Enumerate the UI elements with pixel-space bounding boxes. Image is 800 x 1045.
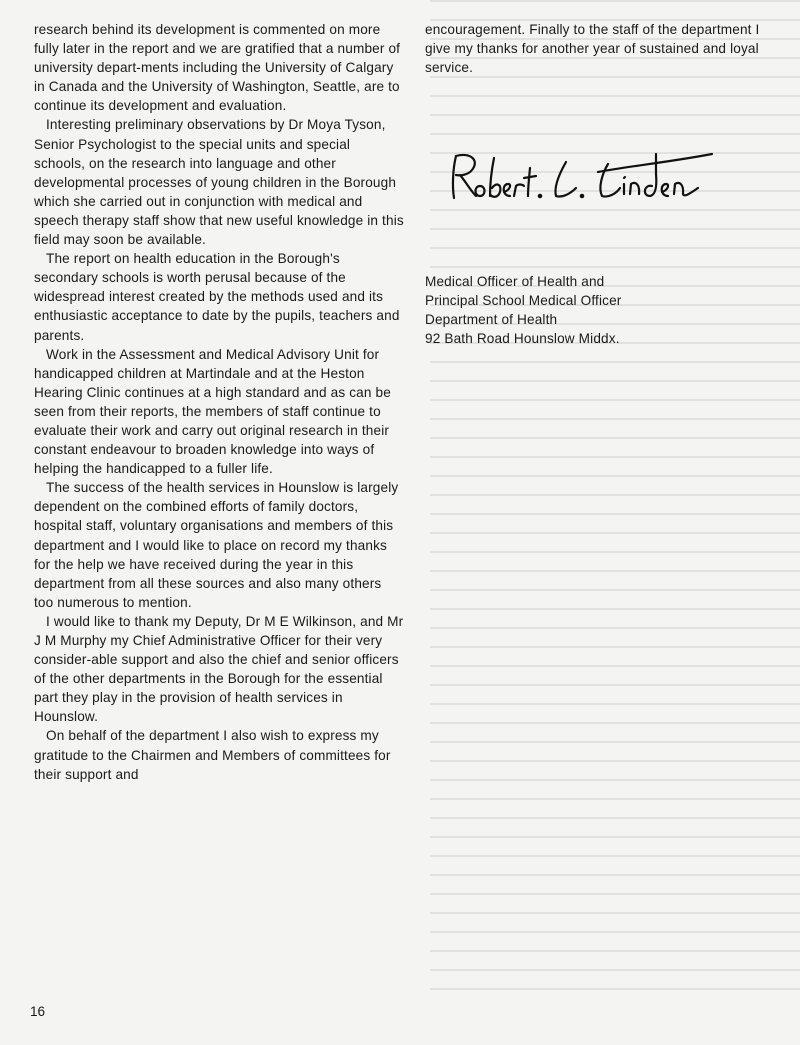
address-line: 92 Bath Road Hounslow Middx. (425, 331, 620, 347)
paragraph: On behalf of the department I also wish to express my gratitude to the Chairmen and Members of committees for their support and (34, 728, 391, 782)
signatory-address (425, 272, 755, 348)
page-number: 16 (30, 1004, 46, 1019)
left-column (34, 20, 404, 784)
address-line: Department of Health (425, 312, 558, 328)
handwritten-signature (430, 148, 730, 208)
right-column (425, 20, 775, 77)
paragraph: The success of the health services in Hounslow is largely dependent on the combined efforts of family doctors, hospital staff, voluntary organisations and members of this department and I would like to place on record my thanks for the help we have received during the year in this department from all these sources and also many others too numerous to mention. (34, 480, 399, 610)
paragraph: research behind its development is commented on more fully later in the report and we are gratified that a number of university depart-ments including the University of Calgary in Canada and the University of Washington, Seattle, are to continue its development and evaluation. (34, 22, 401, 114)
address-line: Principal School Medical Officer (425, 293, 622, 309)
paragraph: The report on health education in the Borough's secondary schools is worth perusal because of the widespread interest created by the methods used and its enthusiastic acceptance to date by the pupils, teachers and parents. (34, 251, 400, 343)
paragraph: Interesting preliminary observations by Dr Moya Tyson, Senior Psychologist to the special units and special schools, on the research into language and other developmental processes of young children in the Borough which she carried out in conjunction with medical and speech therapy staff show that new useful knowledge in this field may soon be available. (34, 117, 404, 248)
paragraph: encouragement. Finally to the staff of the department I give my thanks for another year of sustained and loyal service. (425, 22, 760, 76)
paragraph: I would like to thank my Deputy, Dr M E Wilkinson, and Mr J M Murphy my Chief Administrative Officer for their very consider-able support and also the chief and senior officers of the other departments in the Borough for the essential part they play in the provision of health services in Hounslow. (34, 613, 404, 725)
address-line: Medical Officer of Health and (425, 274, 605, 289)
paragraph: Work in the Assessment and Medical Advisory Unit for handicapped children at Martindale and at the Heston Hearing Clinic continues at a high standard and as can be seen from their reports, the members of staff continue to evaluate their work and carry out original research in their constant endeavour to broaden knowledge into ways of helping the handicapped to a fuller life. (34, 346, 391, 477)
